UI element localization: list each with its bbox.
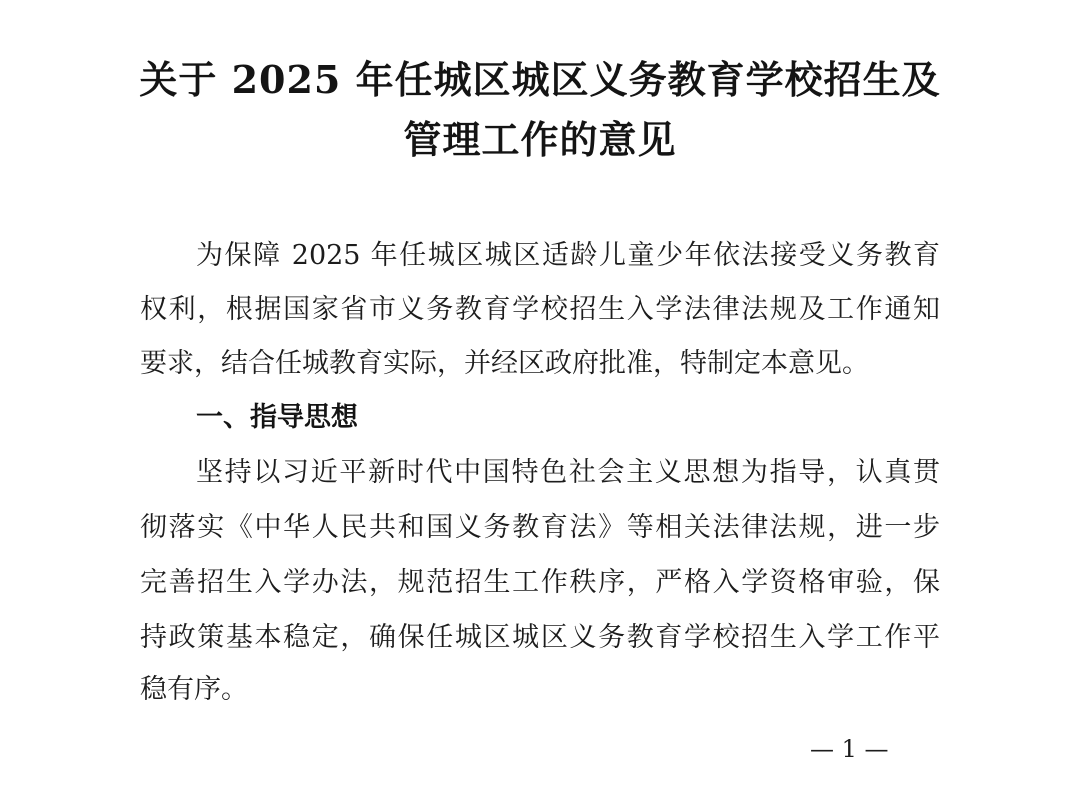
intro-line-3: 要求，结合任城教育实际，并经区政府批准，特制定本意见。 — [140, 348, 869, 379]
intro-line-2: 权利，根据国家省市义务教育学校招生入学法律法规及工作通知 — [140, 294, 940, 325]
document-title-line-2: 管理工作的意见 — [403, 117, 677, 162]
section-line-5: 稳有序。 — [140, 674, 248, 705]
section-line-4: 持政策基本稳定，确保任城区城区义务教育学校招生入学工作平 — [140, 622, 940, 653]
page-number: — 1 — — [810, 735, 889, 763]
document-title-line-1: 关于 2025 年任城区城区义务教育学校招生及 — [139, 57, 941, 102]
section-line-3: 完善招生入学办法，规范招生工作秩序，严格入学资格审验，保 — [140, 567, 940, 598]
section-line-1: 坚持以习近平新时代中国特色社会主义思想为指导，认真贯 — [196, 457, 940, 488]
section-heading: 一、指导思想 — [196, 402, 358, 433]
section-line-2: 彻落实《中华人民共和国义务教育法》等相关法律法规，进一步 — [140, 512, 940, 543]
intro-line-1: 为保障 2025 年任城区城区适龄儿童少年依法接受义务教育 — [196, 240, 940, 271]
